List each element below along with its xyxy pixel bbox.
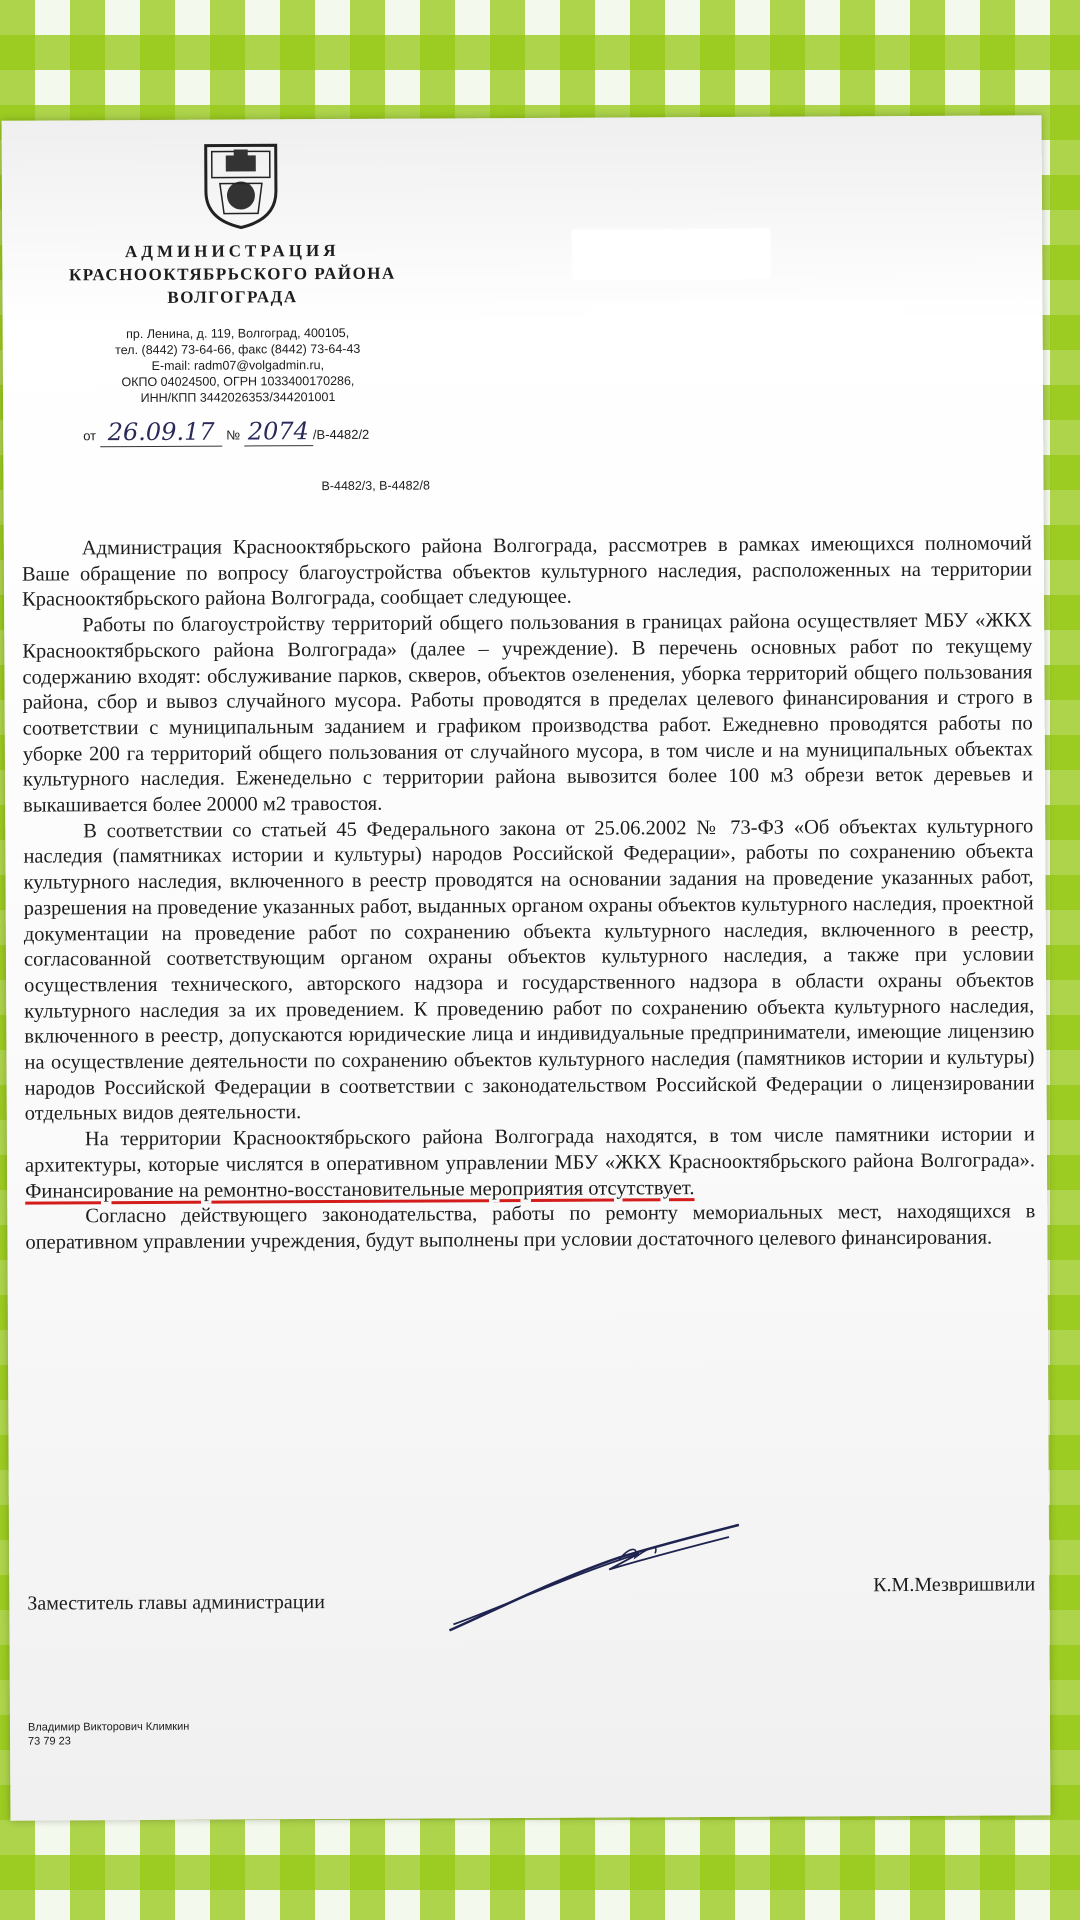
redaction-block-2 <box>591 302 903 356</box>
reg-line-2: В-4482/3, В-4482/8 <box>321 478 430 494</box>
contact-email: E-mail: radm07@volgadmin.ru, <box>151 358 325 373</box>
letter-page <box>2 115 1051 1820</box>
reg-no-label: № <box>226 427 241 443</box>
paragraph-1: Администрация Краснооктябрьского района Волгограда, рассмотрев в рамках имеющихся полномочий Ваше обращение по вопросу благоустройства объектов культурного наследия, расположенных на территории Краснооктябрьского района Волгограда, сообщает следующее. <box>21 532 1032 612</box>
contact-phone: тел. (8442) 73-64-66, факс (8442) 73-64-43 <box>115 341 361 358</box>
reg-from-label: от <box>83 428 97 444</box>
paragraph-5: Согласно действующего законодательства, работы по ремонту мемориальных мест, находящихся в оперативном управлении учреждения, будут выполнены при условии достаточного целевого финансирования. <box>25 1200 1036 1254</box>
paragraph-3: В соответствии со статьей 45 Федерального закона от 25.06.2002 № 73-ФЗ «Об объектах культурного наследия (памятниках истории и культуры) народов Российской Федерации», работы по сохранению объекта культурного наследия, включенного в реестр проводятся на основании задания на проведение указанных работ, разрешения на проведение указанных работ, выданных органом охраны объектов культурного наследия, проектной документации на проведение работ по сохранению объекта культурного наследия, включенного в реестр, согласованной соответствующим органом охраны объектов культурного наследия, а также при условии осуществления технического, авторского надзора и государственного надзора в области охраны объектов культурного наследия за их проведением. К проведению работ по сохранению объекта культурного наследия, включенного в реестр, допускаются юридические лица и индивидуальные предприниматели, имеющие лицензию на осуществление деятельности по сохранению объектов культурного наследия (памятников истории и культуры) народов Российской Федерации в соответствии с законодательством Российской Федерации о лицензировании отдельных видов деятельности. <box>23 815 1035 1126</box>
contact-block <box>73 325 403 407</box>
executor-name: Владимир Викторович Климкин <box>27 1720 190 1734</box>
paragraph-4-text: На территории Краснооктябрьского района Волгограда находятся, в том числе памятники истории и архитектуры, которые числятся в оперативном управлении МБУ «ЖКХ Краснооктябрьского района Волгограда». <box>24 1123 1036 1177</box>
signatory-name: К.М.Мезвришвили <box>873 1573 1036 1597</box>
reg-suffix: /В-4482/2 <box>312 426 370 443</box>
signatory-title: Заместитель главы администрации <box>27 1591 325 1615</box>
reg-date-handwritten: 26.09.17 <box>100 418 223 448</box>
organization-name <box>32 238 432 309</box>
org-line-1: АДМИНИСТРАЦИЯ <box>124 240 340 262</box>
org-line-3: ВОЛГОГРАДА <box>167 287 298 307</box>
redaction-block-1 <box>572 229 770 280</box>
paragraph-2: Работы по благоустройству территорий общего пользования в границах района осуществляет МБУ «ЖКХ Краснооктябрьского района Волгограда» (далее – учреждение). В перечень основных работ по текущему содержанию входят: обслуживание парков, скверов, объектов озеленения, уборка территорий общего пользования района, сбор и вывоз случайного мусора. Работы проводятся в пределах целевого финансирования и строго в соответствии с муниципальным заданием и графиком производства работ. Ежедневно проводятся работы по уборке 200 га территорий общего пользования от случайного мусора, в том числе и на муниципальных объектах культурного наследия. Еженедельно с территории района вывозится более 100 м3 обрези веток деревьев и выкашивается более 20000 м2 травостоя. <box>22 609 1034 817</box>
coat-of-arms-emblem <box>200 139 282 229</box>
executor-info <box>28 1720 189 1749</box>
handwritten-signature <box>439 1517 770 1639</box>
registration-line <box>83 417 413 447</box>
org-line-2: КРАСНООКТЯБРЬСКОГО РАЙОНА <box>68 263 396 285</box>
executor-phone: 73 79 23 <box>28 1735 71 1748</box>
letter-body <box>22 531 1036 1256</box>
reg-number-handwritten: 2074 <box>244 417 313 446</box>
contact-okpo: ОКПО 04024500, ОГРН 1033400170286, <box>121 373 355 390</box>
contact-address: пр. Ленина, д. 119, Волгоград, 400105, <box>126 325 350 342</box>
paragraph-4 <box>25 1123 1035 1205</box>
funding-highlight: Финансирование на ремонтно-восстановительные мероприятия отсутствует. <box>25 1176 695 1203</box>
contact-inn: ИНН/КПП 3442026353/344201001 <box>140 389 336 406</box>
